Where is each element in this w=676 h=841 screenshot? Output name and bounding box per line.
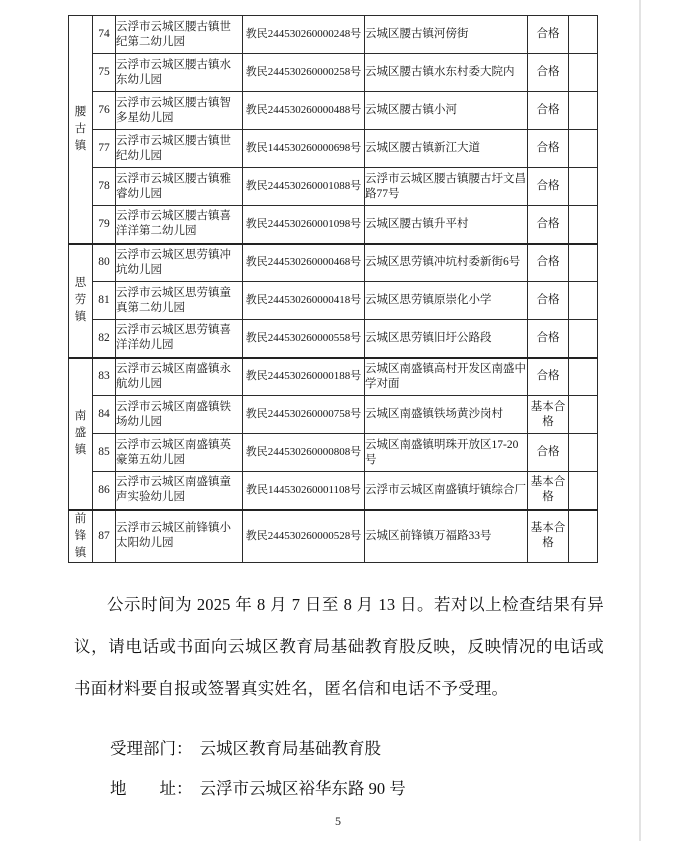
town-group-cell (69, 510, 93, 563)
kindergarten-name: 云浮市云城区腰古镇水东幼儿园 (116, 54, 243, 92)
row-number: 77 (93, 130, 116, 168)
scan-artifact-line (639, 0, 641, 841)
row-number: 78 (93, 168, 116, 206)
inspection-result: 合格 (528, 130, 569, 168)
row-number: 82 (93, 320, 116, 358)
row-number: 75 (93, 54, 116, 92)
dept-value: 云城区教育局基础教育股 (199, 739, 381, 758)
table-row (69, 92, 598, 130)
license-number: 教民244530260001088号 (243, 168, 365, 206)
table-row (69, 168, 598, 206)
table-row (69, 282, 598, 320)
table-row (69, 320, 598, 358)
empty-cell (569, 434, 598, 472)
inspection-result: 基本合格 (528, 396, 569, 434)
table-row (69, 54, 598, 92)
license-number: 教民244530260000258号 (243, 54, 365, 92)
contact-info (110, 729, 610, 809)
license-number: 教民144530260001108号 (243, 472, 365, 510)
address: 云城区南盛镇高村开发区南盛中学对面 (365, 358, 528, 396)
dept-label: 受理部门： (110, 739, 193, 758)
table-row (69, 434, 598, 472)
empty-cell (569, 282, 598, 320)
address: 云城区腰古镇新江大道 (365, 130, 528, 168)
kindergarten-name: 云浮市云城区南盛镇英豪第五幼儿园 (116, 434, 243, 472)
kindergarten-name: 云浮市云城区腰古镇世纪幼儿园 (116, 130, 243, 168)
inspection-result: 合格 (528, 54, 569, 92)
table-row (69, 510, 598, 563)
address: 云浮市云城区腰古镇腰古圩文昌路77号 (365, 168, 528, 206)
addr-value: 云浮市云城区裕华东路 90 号 (199, 779, 406, 798)
empty-cell (569, 168, 598, 206)
inspection-result: 合格 (528, 92, 569, 130)
town-label: 思劳镇 (74, 277, 87, 323)
row-number: 84 (93, 396, 116, 434)
addr-label: 地 址： (110, 779, 193, 798)
empty-cell (569, 358, 598, 396)
license-number: 教民244530260000558号 (243, 320, 365, 358)
row-number: 74 (93, 16, 116, 54)
license-number: 教民244530260000758号 (243, 396, 365, 434)
table-row (69, 396, 598, 434)
address: 云城区腰古镇小河 (365, 92, 528, 130)
address: 云城区思劳镇原崇化小学 (365, 282, 528, 320)
address-line (110, 769, 610, 809)
kindergarten-name: 云浮市云城区腰古镇喜洋洋第二幼儿园 (116, 206, 243, 244)
empty-cell (569, 16, 598, 54)
address: 云浮市云城区南盛镇圩镇综合厂 (365, 472, 528, 510)
kindergarten-inspection-table (68, 15, 598, 563)
empty-cell (569, 54, 598, 92)
empty-cell (569, 510, 598, 563)
row-number: 80 (93, 244, 116, 282)
empty-cell (569, 206, 598, 244)
license-number: 教民244530260001098号 (243, 206, 365, 244)
kindergarten-name: 云浮市云城区前锋镇小太阳幼儿园 (116, 510, 243, 563)
inspection-result: 合格 (528, 320, 569, 358)
address: 云城区前锋镇万福路33号 (365, 510, 528, 563)
license-number: 教民244530260000808号 (243, 434, 365, 472)
inspection-result: 合格 (528, 282, 569, 320)
row-number: 83 (93, 358, 116, 396)
address: 云城区腰古镇升平村 (365, 206, 528, 244)
kindergarten-name: 云浮市云城区思劳镇喜洋洋幼儿园 (116, 320, 243, 358)
table-row (69, 244, 598, 282)
inspection-result: 合格 (528, 244, 569, 282)
accepting-department-line (110, 729, 610, 769)
town-label: 前锋镇 (74, 512, 87, 559)
license-number: 教民144530260000698号 (243, 130, 365, 168)
table-row (69, 472, 598, 510)
inspection-result: 基本合格 (528, 472, 569, 510)
row-number: 79 (93, 206, 116, 244)
inspection-result: 合格 (528, 168, 569, 206)
license-number: 教民244530260000488号 (243, 92, 365, 130)
kindergarten-name: 云浮市云城区腰古镇雅睿幼儿园 (116, 168, 243, 206)
license-number: 教民244530260000528号 (243, 510, 365, 563)
town-group-cell (69, 244, 93, 358)
address: 云城区腰古镇河傍街 (365, 16, 528, 54)
table-row (69, 206, 598, 244)
address: 云城区南盛镇明珠开放区17-20号 (365, 434, 528, 472)
kindergarten-name: 云浮市云城区南盛镇永航幼儿园 (116, 358, 243, 396)
table-row (69, 16, 598, 54)
inspection-result: 合格 (528, 16, 569, 54)
license-number: 教民244530260000468号 (243, 244, 365, 282)
address: 云城区腰古镇水东村委大院内 (365, 54, 528, 92)
row-number: 81 (93, 282, 116, 320)
empty-cell (569, 130, 598, 168)
town-group-cell (69, 16, 93, 244)
town-label: 南盛镇 (74, 410, 87, 456)
inspection-result: 合格 (528, 206, 569, 244)
license-number: 教民244530260000418号 (243, 282, 365, 320)
table-row (69, 358, 598, 396)
empty-cell (569, 472, 598, 510)
empty-cell (569, 396, 598, 434)
address: 云城区南盛镇铁场黄沙岗村 (365, 396, 528, 434)
kindergarten-name: 云浮市云城区腰古镇智多星幼儿园 (116, 92, 243, 130)
row-number: 86 (93, 472, 116, 510)
table-row (69, 130, 598, 168)
kindergarten-name: 云浮市云城区思劳镇冲坑幼儿园 (116, 244, 243, 282)
kindergarten-name: 云浮市云城区腰古镇世纪第二幼儿园 (116, 16, 243, 54)
row-number: 85 (93, 434, 116, 472)
inspection-result: 合格 (528, 358, 569, 396)
kindergarten-name: 云浮市云城区南盛镇童声实验幼儿园 (116, 472, 243, 510)
empty-cell (569, 92, 598, 130)
town-group-cell (69, 358, 93, 510)
inspection-result: 合格 (528, 434, 569, 472)
license-number: 教民244530260000248号 (243, 16, 365, 54)
address: 云城区思劳镇冲坑村委新街6号 (365, 244, 528, 282)
inspection-result: 基本合格 (528, 510, 569, 563)
kindergarten-name: 云浮市云城区南盛镇铁场幼儿园 (116, 396, 243, 434)
address: 云城区思劳镇旧圩公路段 (365, 320, 528, 358)
public-notice-paragraph: 公示时间为 2025 年 8 月 7 日至 8 月 13 日。若对以上检查结果有异议，请电话或书面向云城区教育局基础教育股反映，反映情况的电话或书面材料要自报或签署真实姓名，匿名信和电话不予受理。 (74, 595, 604, 698)
empty-cell (569, 244, 598, 282)
town-label: 腰古镇 (74, 105, 87, 152)
page-number: 5 (335, 814, 341, 828)
empty-cell (569, 320, 598, 358)
kindergarten-name: 云浮市云城区思劳镇童真第二幼儿园 (116, 282, 243, 320)
license-number: 教民244530260000188号 (243, 358, 365, 396)
row-number: 76 (93, 92, 116, 130)
row-number: 87 (93, 510, 116, 563)
